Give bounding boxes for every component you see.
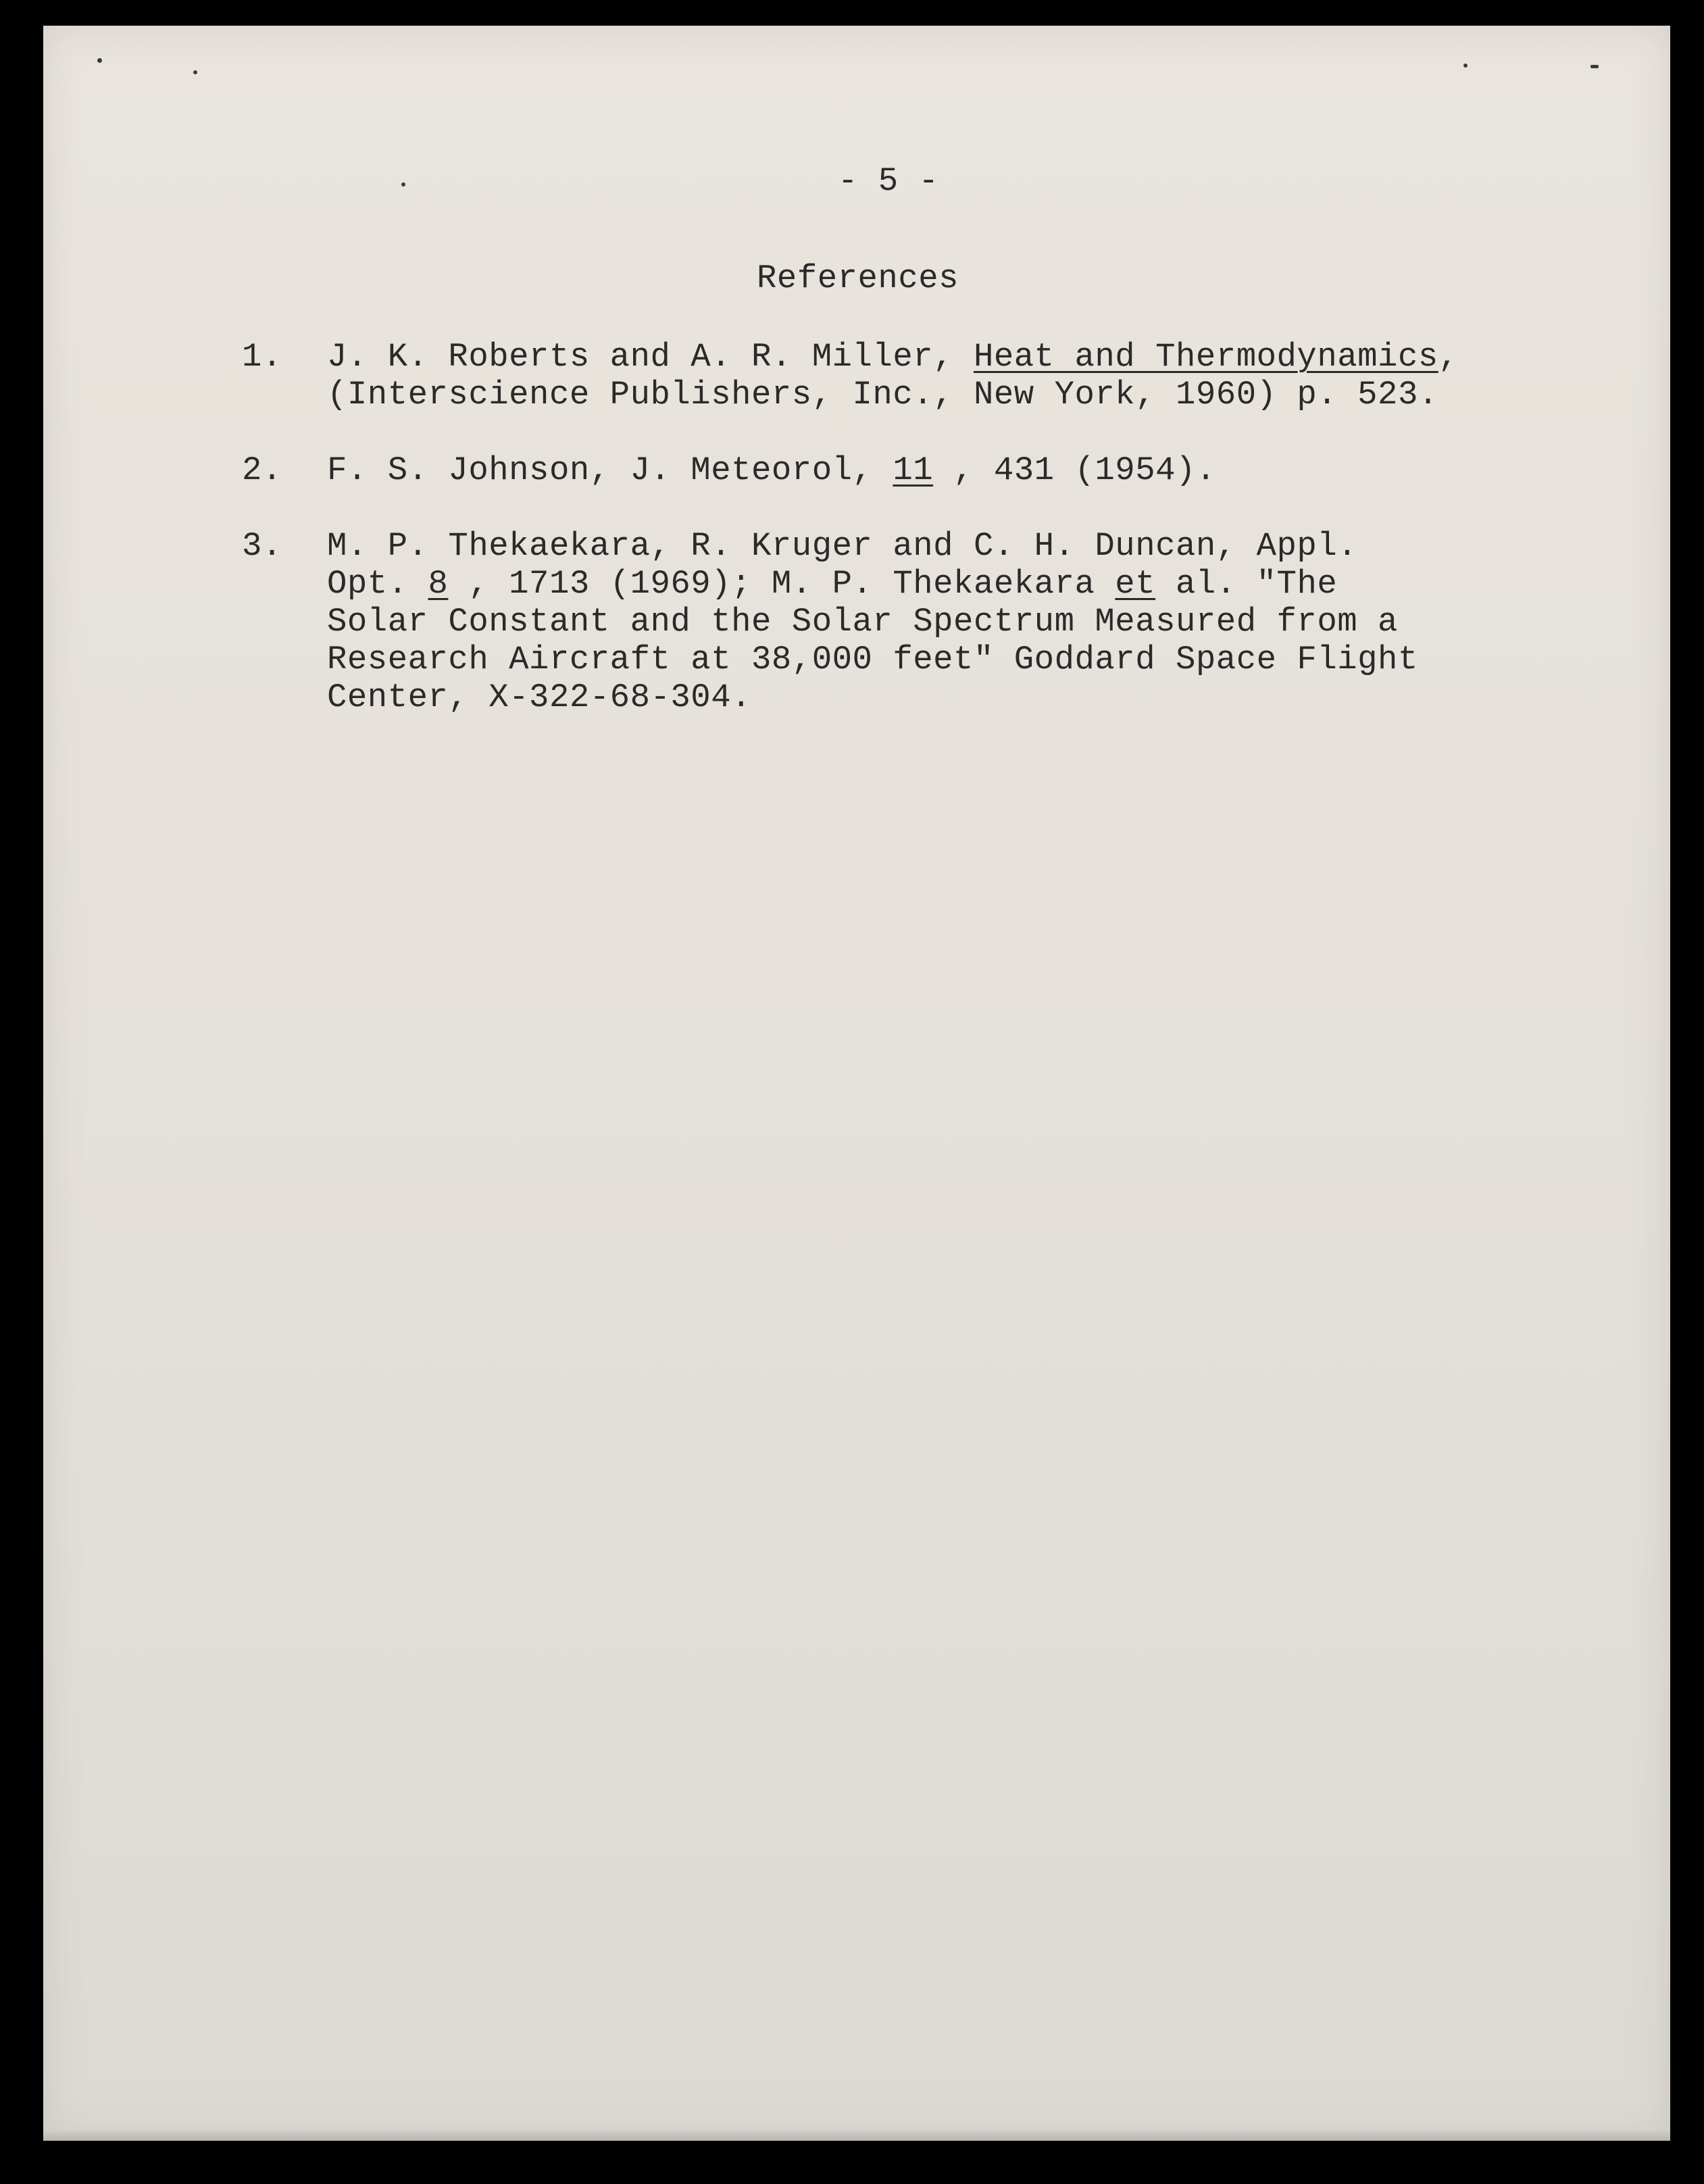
paper-speck xyxy=(401,182,405,187)
reference-number: 2. xyxy=(242,451,282,489)
paper-speck xyxy=(1590,65,1599,68)
page-title: References xyxy=(757,259,959,297)
reference-3-line-2 xyxy=(327,565,1337,603)
reference-text: , 1713 (1969); M. P. Thekaekara xyxy=(448,565,1116,603)
paper-speck xyxy=(97,58,102,63)
reference-1-line-2: (Interscience Publishers, Inc., New York, 1960) p. 523. xyxy=(327,376,1438,414)
page-number: - 5 - xyxy=(838,162,939,200)
reference-text: , 431 (1954). xyxy=(933,451,1216,489)
et-al-abbrev: et xyxy=(1115,565,1156,603)
paper-speck xyxy=(193,70,197,74)
reference-3-line-4: Research Aircraft at 38,000 feet" Goddard Space Flight xyxy=(327,641,1418,678)
reference-text: F. S. Johnson, J. Meteorol, xyxy=(327,451,893,489)
reference-text: Opt. xyxy=(327,565,428,603)
volume-number: 11 xyxy=(893,451,934,489)
reference-text: J. K. Roberts and A. R. Miller, xyxy=(327,338,974,376)
reference-number: 3. xyxy=(242,527,282,565)
reference-3-line-5: Center, X-322-68-304. xyxy=(327,678,752,716)
reference-number: 1. xyxy=(242,338,282,376)
reference-2-line-1 xyxy=(327,451,1216,489)
book-title: Heat and Thermodynamics xyxy=(973,338,1438,376)
reference-3-line-1: M. P. Thekaekara, R. Kruger and C. H. Duncan, Appl. xyxy=(327,527,1358,565)
reference-3-line-3: Solar Constant and the Solar Spectrum Measured from a xyxy=(327,603,1398,641)
paper-speck xyxy=(1463,64,1468,68)
volume-number: 8 xyxy=(428,565,449,603)
reference-1-line-1 xyxy=(327,338,1459,376)
reference-text: , xyxy=(1438,338,1459,376)
reference-text: al. "The xyxy=(1155,565,1338,603)
